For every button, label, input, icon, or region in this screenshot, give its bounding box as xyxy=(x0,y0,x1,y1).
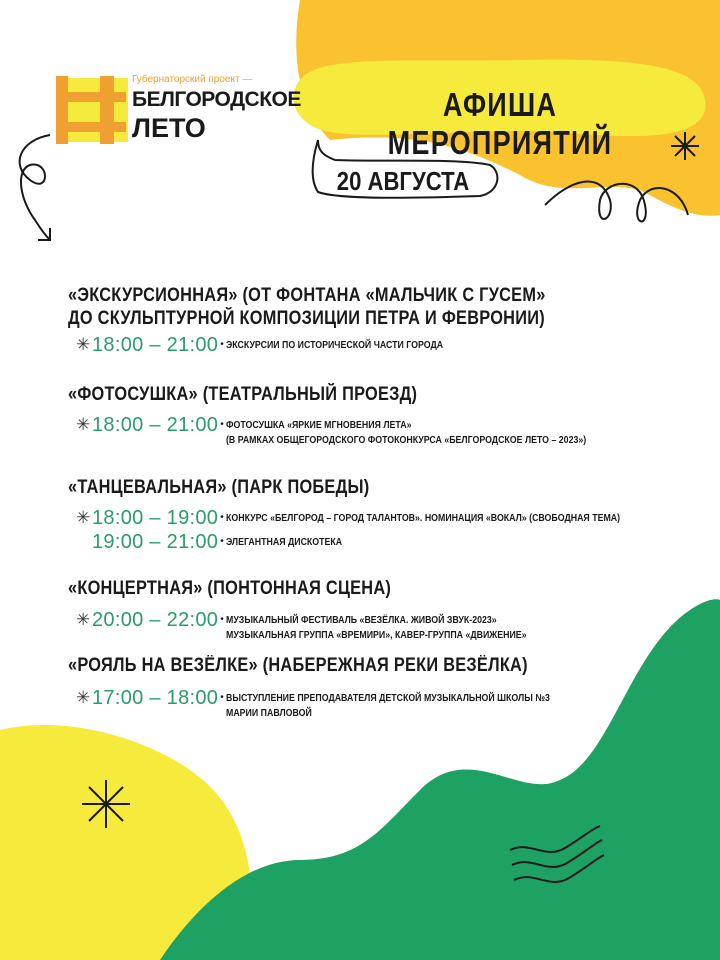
description-line: ЭЛЕГАНТНАЯ ДИСКОТЕКА xyxy=(226,537,343,548)
section-title: «РОЯЛЬ НА ВЕЗЁЛКЕ» (НАБЕРЕЖНАЯ РЕКИ ВЕЗЁЛКА) xyxy=(68,655,528,676)
green-blob-bottom xyxy=(160,599,720,960)
poster-date: 20 АВГУСТА xyxy=(336,166,470,196)
description-line: МАРИИ ПАВЛОВОЙ xyxy=(226,708,312,719)
star-icon: ✳ xyxy=(76,335,91,354)
logo-mark xyxy=(56,76,128,144)
event-description xyxy=(226,531,342,550)
section-title: «КОНЦЕРТНАЯ» (ПОНТОННАЯ СЦЕНА) xyxy=(68,578,392,599)
bullet-icon: • xyxy=(220,614,224,625)
star-icon: ✳ xyxy=(76,508,91,527)
logo-subtitle: Губернаторский проект — xyxy=(132,74,253,85)
star-doodle-top xyxy=(671,132,699,160)
description-line: ЭКСКУРСИИ ПО ИСТОРИЧЕСКОЙ ЧАСТИ ГОРОДА xyxy=(226,340,444,351)
event-time: 20:00 – 22:00 xyxy=(92,609,219,631)
description-line: МУЗЫКАЛЬНАЯ ГРУППА «ВРЕМИРИ», КАВЕР-ГРУППА «ДВИЖЕНИЕ» xyxy=(226,630,527,641)
bullet-icon: • xyxy=(220,339,224,350)
description-line: ФОТОСУШКА «ЯРКИЕ МГНОВЕНИЯ ЛЕТА» xyxy=(226,420,412,431)
event-description xyxy=(226,334,443,353)
event-row xyxy=(76,609,568,643)
event-row xyxy=(76,507,674,529)
logo-line2: ЛЕТО xyxy=(132,113,206,143)
event-time: 17:00 – 18:00 xyxy=(92,687,219,709)
description-line: МУЗЫКАЛЬНЫЙ ФЕСТИВАЛЬ «ВЕЗЁЛКА. ЖИВОЙ ЗВУК-2023» xyxy=(226,615,497,626)
bullet-icon: • xyxy=(220,536,224,547)
star-icon: ✳ xyxy=(76,610,91,629)
event-time: 18:00 – 21:00 xyxy=(92,334,219,356)
description-line: ВЫСТУПЛЕНИЕ ПРЕПОДАВАТЕЛЯ ДЕТСКОЙ МУЗЫКАЛЬНОЙ ШКОЛЫ №3 xyxy=(226,693,550,704)
star-icon: ✳ xyxy=(76,688,91,707)
event-description xyxy=(226,609,527,643)
event-time: 18:00 – 19:00 xyxy=(92,507,219,529)
event-time: 18:00 – 21:00 xyxy=(92,414,219,436)
event-row xyxy=(76,687,594,721)
star-icon: ✳ xyxy=(76,415,91,434)
event-description xyxy=(226,687,550,721)
event-row xyxy=(76,334,473,356)
arrow-swirl xyxy=(20,135,50,240)
bullet-icon: • xyxy=(220,692,224,703)
section-title: ДО СКУЛЬПТУРНОЙ КОМПОЗИЦИИ ПЕТРА И ФЕВРОНИИ) xyxy=(68,308,545,329)
description-line: КОНКУРС «БЕЛГОРОД – ГОРОД ТАЛАНТОВ». НОМИНАЦИЯ «ВОКАЛ» (СВОБОДНАЯ ТЕМА) xyxy=(226,513,621,524)
event-description xyxy=(226,414,586,448)
section-title: «ТАНЦЕВАЛЬНАЯ» (ПАРК ПОБЕДЫ) xyxy=(68,477,370,498)
event-time: 19:00 – 21:00 xyxy=(92,531,219,553)
star-doodle-bottom xyxy=(82,780,130,828)
poster-title: АФИША МЕРОПРИЯТИЙ xyxy=(387,86,613,161)
logo-line1: БЕЛГОРОДСКОЕ xyxy=(132,88,301,111)
bullet-icon: • xyxy=(220,512,224,523)
event-description xyxy=(226,507,620,526)
section-title: «ФОТОСУШКА» (ТЕАТРАЛЬНЫЙ ПРОЕЗД) xyxy=(68,384,418,405)
section-title: «ЭКСКУРСИОННАЯ» (ОТ ФОНТАНА «МАЛЬЧИК С ГУСЕМ» xyxy=(68,285,546,306)
bullet-icon: • xyxy=(220,419,224,430)
event-row xyxy=(76,414,635,448)
description-line: (В РАМКАХ ОБЩЕГОРОДСКОГО ФОТОКОНКУРСА «БЕЛГОРОДСКОЕ ЛЕТО – 2023») xyxy=(226,435,587,446)
event-row xyxy=(76,531,358,553)
